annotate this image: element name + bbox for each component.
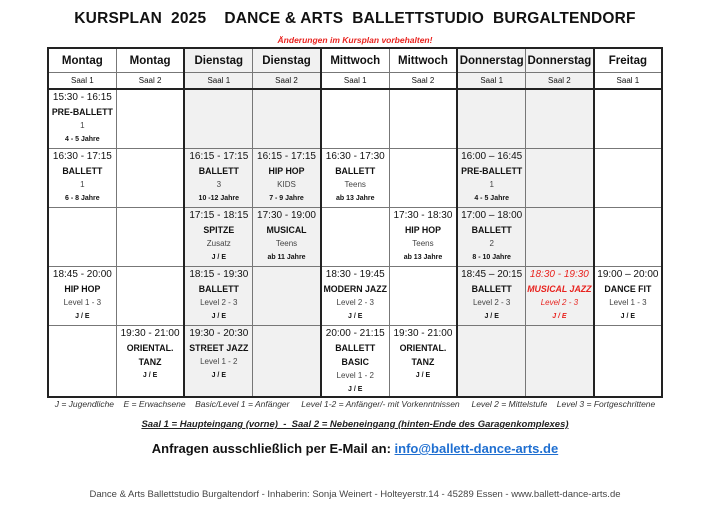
course-cell bbox=[526, 267, 594, 326]
course-time: 20:00 - 21:15 bbox=[325, 328, 385, 339]
day-header-row bbox=[48, 48, 662, 73]
column-header-montag: Montag bbox=[116, 48, 184, 73]
course-name: MUSICAL bbox=[266, 225, 307, 235]
course-name: BALLETT bbox=[335, 166, 376, 176]
time-slot-row bbox=[48, 326, 662, 398]
course-target: J / E bbox=[211, 313, 226, 320]
course-cell bbox=[389, 208, 457, 267]
course-cell bbox=[184, 149, 252, 208]
course-level: Level 2 - 3 bbox=[540, 298, 579, 307]
course-cell bbox=[389, 326, 457, 398]
course-level: 3 bbox=[216, 180, 222, 189]
empty-cell bbox=[526, 208, 594, 267]
empty-cell bbox=[184, 89, 252, 149]
course-name: BALLETT BASIC bbox=[335, 343, 376, 367]
course-cell bbox=[253, 208, 321, 267]
empty-cell bbox=[253, 267, 321, 326]
contact-line bbox=[0, 441, 710, 456]
course-level: Level 1 - 3 bbox=[609, 298, 647, 307]
course-cell bbox=[321, 267, 389, 326]
course-level: Level 2 - 3 bbox=[336, 298, 374, 307]
course-cell bbox=[48, 267, 116, 326]
empty-cell bbox=[116, 267, 184, 326]
course-time: 19:30 - 20:30 bbox=[189, 328, 249, 339]
course-cell bbox=[321, 149, 389, 208]
course-time: 18:15 - 19:30 bbox=[189, 269, 249, 280]
column-header-dienstag: Dienstag bbox=[184, 48, 252, 73]
course-time: 17:30 - 19:00 bbox=[257, 210, 316, 221]
course-level: Zusatz bbox=[206, 239, 231, 248]
room-label: Saal 2 bbox=[526, 73, 594, 90]
footer: Dance & Arts Ballettstudio Burgaltendorf - Inhaberin: Sonja Weinert - Holteyerstr.14 - 45289 Essen - www.ballett-dance-arts.de bbox=[89, 489, 621, 500]
room-label: Saal 1 bbox=[321, 73, 389, 90]
empty-cell bbox=[116, 149, 184, 208]
empty-cell bbox=[594, 208, 662, 267]
room-label: Saal 2 bbox=[389, 73, 457, 90]
course-target: 4 - 5 Jahre bbox=[474, 195, 509, 202]
course-time: 19:30 - 21:00 bbox=[120, 328, 180, 339]
course-level: Teens bbox=[344, 180, 366, 189]
empty-cell bbox=[48, 326, 116, 398]
column-header-montag: Montag bbox=[48, 48, 116, 73]
course-name: DANCE FIT bbox=[604, 284, 652, 294]
course-cell bbox=[48, 149, 116, 208]
room-label: Saal 1 bbox=[457, 73, 525, 90]
empty-cell bbox=[389, 89, 457, 149]
room-label: Saal 1 bbox=[594, 73, 662, 90]
course-level: 1 bbox=[80, 180, 85, 189]
course-name: MUSICAL JAZZ bbox=[527, 284, 592, 294]
course-target: 7 - 9 Jahre bbox=[269, 195, 304, 202]
course-time: 16:15 - 17:15 bbox=[189, 151, 249, 162]
course-name: MODERN JAZZ bbox=[323, 284, 387, 294]
page-title: KURSPLAN 2025 DANCE & ARTS BALLETTSTUDIO BURGALTENDORF bbox=[74, 10, 636, 27]
course-target: J / E bbox=[348, 386, 363, 393]
course-level: Level 2 - 3 bbox=[472, 298, 511, 307]
course-name: HIP HOP bbox=[404, 225, 441, 235]
column-header-mittwoch: Mittwoch bbox=[389, 48, 457, 73]
course-target: J / E bbox=[211, 254, 226, 261]
change-notice: Änderungen im Kursplan vorbehalten! bbox=[277, 35, 433, 45]
course-time: 16:30 - 17:15 bbox=[52, 151, 112, 162]
course-cell bbox=[321, 326, 389, 398]
empty-cell bbox=[321, 89, 389, 149]
time-slot-row bbox=[48, 89, 662, 149]
course-time: 16:00 – 16:45 bbox=[461, 151, 523, 162]
empty-cell bbox=[389, 267, 457, 326]
course-cell bbox=[594, 267, 662, 326]
course-target: ab 11 Jahre bbox=[267, 254, 306, 261]
room-info: Saal 1 = Haupteingang (vorne) - Saal 2 = Nebeneingang (hinten-Ende des Garagenkomplexes) bbox=[141, 419, 569, 430]
time-slot-row bbox=[48, 267, 662, 326]
course-target: J / E bbox=[620, 313, 636, 320]
course-time: 17:00 – 18:00 bbox=[461, 210, 523, 221]
course-level: 1 bbox=[80, 121, 85, 130]
empty-cell bbox=[526, 149, 594, 208]
room-label: Saal 1 bbox=[184, 73, 252, 90]
empty-cell bbox=[321, 208, 389, 267]
course-name: PRE-BALLETT bbox=[51, 107, 113, 117]
course-time: 17:30 - 18:30 bbox=[393, 210, 453, 221]
empty-cell bbox=[594, 326, 662, 398]
empty-cell bbox=[457, 89, 525, 149]
course-cell bbox=[116, 326, 184, 398]
course-time: 15:30 - 16:15 bbox=[52, 92, 112, 103]
course-cell bbox=[184, 267, 252, 326]
empty-cell bbox=[526, 326, 594, 398]
column-header-donnerstag: Donnerstag bbox=[457, 48, 525, 73]
course-level: KIDS bbox=[277, 180, 296, 189]
course-target: J / E bbox=[484, 313, 499, 320]
course-name: PRE-BALLETT bbox=[461, 166, 523, 176]
empty-cell bbox=[526, 89, 594, 149]
course-name: BALLETT bbox=[198, 166, 239, 176]
legend: J = Jugendliche E = Erwachsene Basic/Level 1 = Anfänger Level 1-2 = Anfänger/- mit Vorkenntnissen Level 2 = Mittelstufe Level 3 = Fortgeschrittene bbox=[54, 399, 656, 409]
course-cell bbox=[48, 89, 116, 149]
course-name: BALLETT bbox=[62, 166, 103, 176]
room-header-row bbox=[48, 73, 662, 90]
course-target: J / E bbox=[552, 313, 567, 320]
course-name: ORIENTAL. bbox=[126, 343, 174, 353]
course-level: Level 2 - 3 bbox=[200, 298, 238, 307]
room-label: Saal 2 bbox=[253, 73, 321, 90]
course-name: BALLETT bbox=[471, 284, 512, 294]
course-time: 17:15 - 18:15 bbox=[189, 210, 249, 221]
course-level: Level 1 - 2 bbox=[200, 357, 238, 366]
column-header-dienstag: Dienstag bbox=[253, 48, 321, 73]
course-name: SPITZE bbox=[203, 225, 235, 235]
empty-cell bbox=[48, 208, 116, 267]
course-target: J / E bbox=[415, 372, 431, 379]
course-name: STREET JAZZ bbox=[189, 343, 249, 353]
course-name: HIP HOP bbox=[268, 166, 305, 176]
course-target: J / E bbox=[75, 313, 90, 320]
course-cell bbox=[184, 208, 252, 267]
empty-cell bbox=[116, 208, 184, 267]
empty-cell bbox=[253, 89, 321, 149]
course-time: 18:30 - 19:30 bbox=[529, 269, 589, 280]
contact-label: Anfragen ausschließlich per E-Mail an: bbox=[151, 441, 395, 456]
empty-cell bbox=[116, 89, 184, 149]
column-header-freitag: Freitag bbox=[594, 48, 662, 73]
course-name: BALLETT bbox=[471, 225, 512, 235]
course-time: 18:30 - 19:45 bbox=[325, 269, 385, 280]
course-level: TANZ bbox=[411, 357, 435, 367]
empty-cell bbox=[594, 149, 662, 208]
course-target: J / E bbox=[348, 313, 363, 320]
course-level: Level 1 - 2 bbox=[336, 371, 374, 380]
time-slot-row bbox=[48, 208, 662, 267]
course-cell bbox=[253, 149, 321, 208]
course-target: ab 13 Jahre bbox=[335, 195, 375, 202]
column-header-donnerstag: Donnerstag bbox=[526, 48, 594, 73]
course-time: 19:30 - 21:00 bbox=[393, 328, 453, 339]
course-target: 4 - 5 Jahre bbox=[65, 136, 100, 143]
room-label: Saal 2 bbox=[116, 73, 184, 90]
course-level: 2 bbox=[489, 239, 494, 248]
course-level: Level 1 - 3 bbox=[63, 298, 102, 307]
time-slot-row bbox=[48, 149, 662, 208]
course-time: 16:30 - 17:30 bbox=[325, 151, 385, 162]
empty-cell bbox=[594, 89, 662, 149]
course-target: 10 -12 Jahre bbox=[198, 195, 240, 202]
course-cell bbox=[184, 326, 252, 398]
course-time: 16:15 - 17:15 bbox=[257, 151, 316, 162]
course-cell bbox=[457, 149, 525, 208]
course-target: J / E bbox=[142, 372, 158, 379]
course-name: HIP HOP bbox=[64, 284, 101, 294]
course-level: Teens bbox=[275, 239, 298, 248]
empty-cell bbox=[389, 149, 457, 208]
course-level: Teens bbox=[412, 239, 434, 248]
course-name: BALLETT bbox=[198, 284, 239, 294]
course-level: TANZ bbox=[138, 357, 162, 367]
empty-cell bbox=[457, 326, 525, 398]
course-target: ab 13 Jahre bbox=[403, 254, 443, 261]
course-target: 6 - 8 Jahre bbox=[65, 195, 100, 202]
course-level: 1 bbox=[489, 180, 494, 189]
course-name: ORIENTAL. bbox=[399, 343, 447, 353]
column-header-mittwoch: Mittwoch bbox=[321, 48, 389, 73]
email-link[interactable]: info@ballett-dance-arts.de bbox=[394, 441, 559, 456]
course-time: 18:45 - 20:00 bbox=[52, 269, 112, 280]
schedule-table bbox=[47, 47, 663, 398]
course-cell bbox=[457, 267, 525, 326]
course-time: 19:00 – 20:00 bbox=[597, 269, 659, 280]
course-target: J / E bbox=[211, 372, 226, 379]
course-time: 18:45 – 20:15 bbox=[461, 269, 523, 280]
course-target: 8 - 10 Jahre bbox=[472, 254, 511, 261]
empty-cell bbox=[253, 326, 321, 398]
schedule-body bbox=[48, 89, 662, 397]
room-label: Saal 1 bbox=[48, 73, 116, 90]
course-cell bbox=[457, 208, 525, 267]
